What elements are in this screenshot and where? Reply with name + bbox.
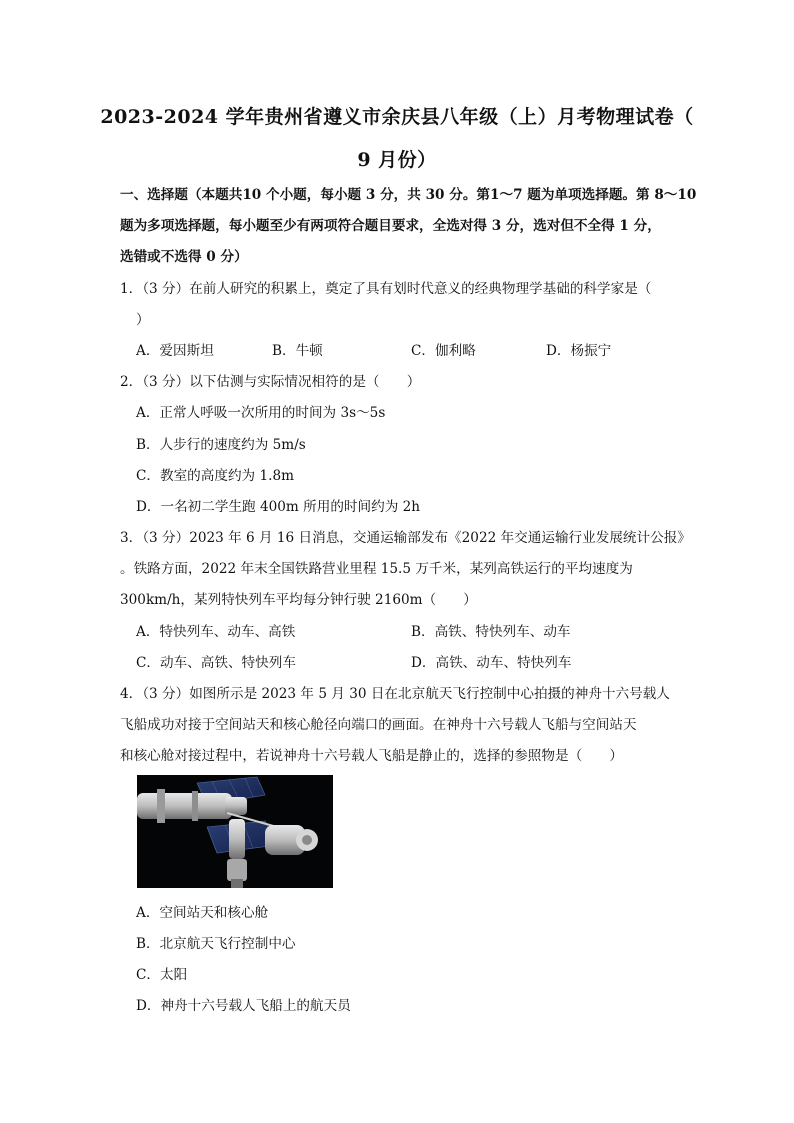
exam-title-line2: 9 月份） — [357, 149, 437, 171]
section-instructions-line1: 一、选择题（本题共10 个小题，每小题 3 分，共 30 分。第1～7 题为单项选择题。第 8～10 — [120, 187, 697, 203]
question-1-text-cont: ） — [136, 312, 150, 328]
space-station-docking-image — [137, 775, 333, 888]
question-4-text-line1: 4．（3 分）如图所示是 2023 年 5 月 30 日在北京航天飞行控制中心拍摄的神舟十六号载人 — [120, 686, 670, 702]
question-2-option-c: C．教室的高度约为 1.8m — [136, 468, 294, 484]
option-a: A．爱因斯坦 — [136, 343, 214, 359]
option-a: A．特快列车、动车、高铁 — [136, 624, 296, 640]
question-4-option-b: B．北京航天飞行控制中心 — [136, 936, 296, 952]
question-4-text-line2: 飞船成功对接于空间站天和核心舱径向端口的画面。在神舟十六号载人飞船与空间站天 — [120, 717, 637, 733]
question-3-text-line1: 3．（3 分）2023 年 6 月 16 日消息，交通运输部发布《2022 年交通运输行业发展统计公报》 — [120, 530, 691, 546]
option-c: C．动车、高铁、特快列车 — [136, 655, 296, 671]
question-4-option-d: D．神舟十六号载人飞船上的航天员 — [136, 998, 351, 1014]
question-3-text-line2: 。铁路方面，2022 年末全国铁路营业里程 15.5 万千米，某列高铁运行的平均速度为 — [120, 561, 633, 577]
option-b: B．高铁、特快列车、动车 — [411, 624, 571, 640]
question-2-option-b: B．人步行的速度约为 5m/s — [136, 437, 306, 453]
option-b: B．牛顿 — [272, 343, 323, 359]
section-instructions-line2: 题为多项选择题，每小题至少有两项符合题目要求，全选对得 3 分，选对但不全得 1 分， — [120, 218, 661, 234]
option-d: D．高铁、动车、特快列车 — [411, 655, 572, 671]
section-instructions-line3: 选错或不选得 0 分） — [120, 249, 248, 265]
question-2-text: 2．（3 分）以下估测与实际情况相符的是（ ） — [120, 374, 421, 390]
question-1-text: 1．（3 分）在前人研究的积累上，奠定了具有划时代意义的经典物理学基础的科学家是（ — [120, 281, 652, 297]
question-4-option-c: C．太阳 — [136, 967, 188, 983]
question-3-text-line3: 300km/h，某列特快列车平均每分钟行驶 2160m（ ） — [120, 592, 477, 608]
exam-title-line1: 2023-2024 学年贵州省遵义市余庆县八年级（上）月考物理试卷（ — [100, 106, 694, 128]
question-4-option-a: A．空间站天和核心舱 — [136, 905, 269, 921]
option-d: D．杨振宁 — [546, 343, 612, 359]
question-2-option-a: A．正常人呼吸一次所用的时间为 3s～5s — [136, 405, 386, 421]
option-c: C．伽利略 — [411, 343, 476, 359]
question-2-option-d: D．一名初二学生跑 400m 所用的时间约为 2h — [136, 499, 421, 515]
question-4-text-line3: 和核心舱对接过程中，若说神舟十六号载人飞船是静止的，选择的参照物是（ ） — [120, 748, 623, 764]
